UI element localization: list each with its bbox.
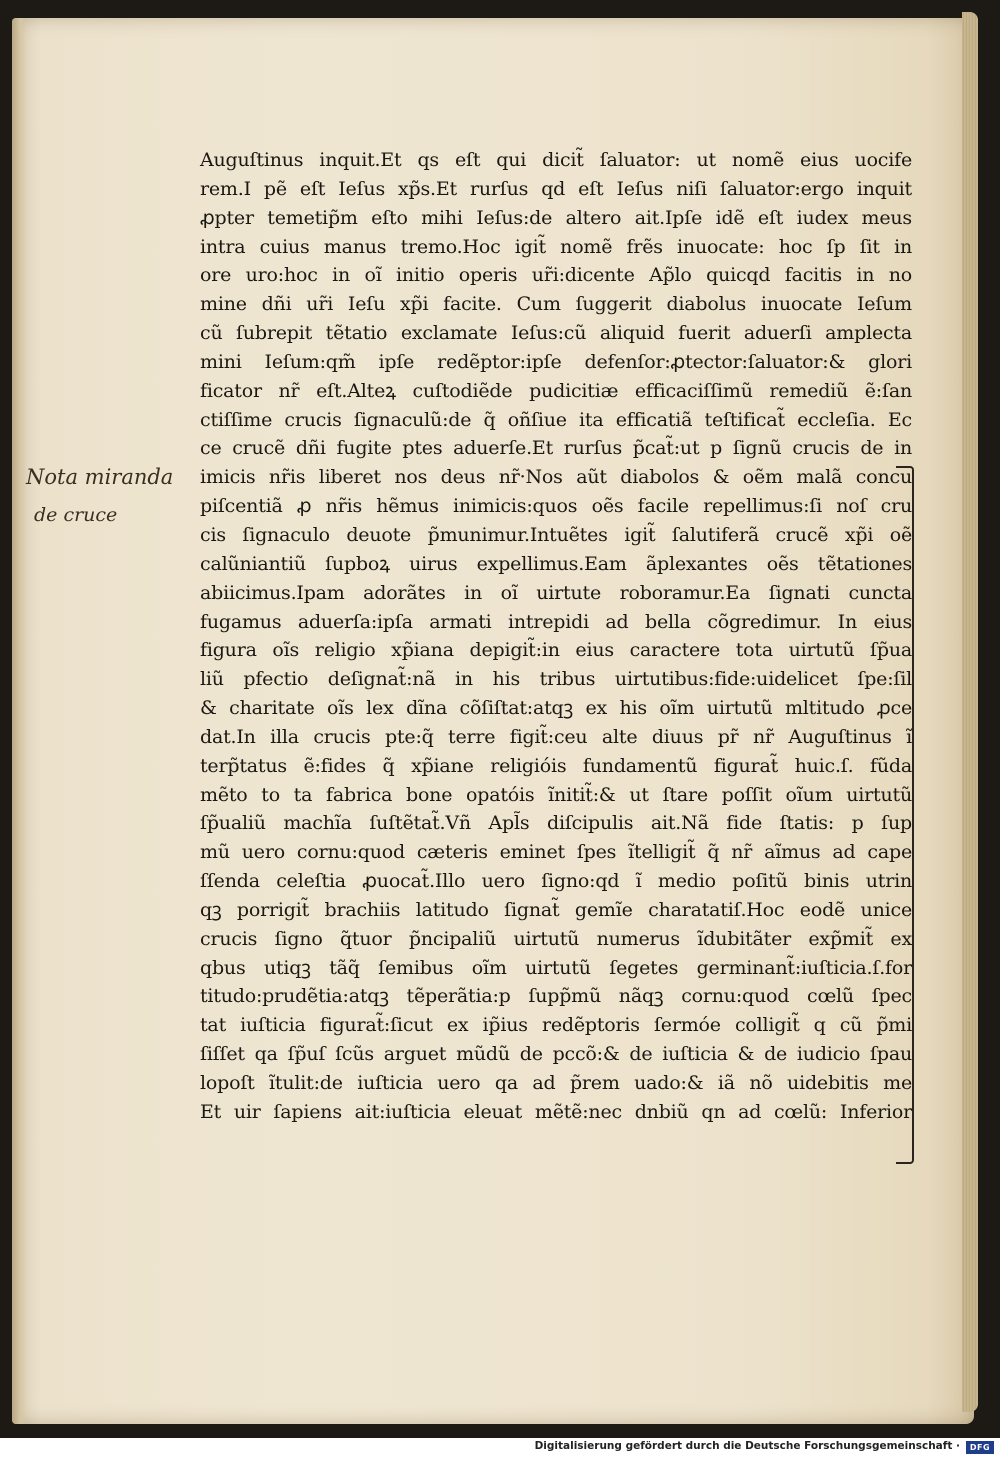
text-line: liũ pfectio deſignat̃:nã in his tribus uirtutibus:fide:uidelicet ſpe:ſil bbox=[200, 668, 912, 691]
text-line: ſp̃ualiũ machı̃a ſuſtẽtat̃.Vñ Apl̃s diſcipulis ait.Nã fide ſtatis: p ſup bbox=[200, 812, 912, 835]
text-line: abiicimus.Ipam adorãtes in oı̃ uirtute roboramur.Ea ſignati cuncta bbox=[200, 581, 912, 604]
book-page bbox=[12, 18, 974, 1424]
text-line: ſſenda celeſtia ꝓuocat̃.Illo uero ſigno:qd ı̃ medio poſitũ binis utrin bbox=[200, 870, 912, 893]
text-line: ſiſſet qa ſp̃uſ ſcũs arguet mũdũ de pccõ:& de iuſticia & de iudicio ſpau bbox=[200, 1043, 912, 1066]
handwritten-margin-note bbox=[26, 458, 196, 534]
text-line: figura oı̃s religio xp̃iana depigit̃:in eius caractere tota uirtutũ ſp̃ua bbox=[200, 639, 912, 662]
digitization-credit: Digitalisierung gefördert durch die Deutsche Forschungsgemeinschaft · bbox=[534, 1440, 960, 1452]
page-gutter-edge bbox=[12, 18, 26, 1424]
text-line: cis ſignaculo deuote p̃munimur.Intuẽtes igit̃ ſalutiferã crucẽ xp̃i oẽ bbox=[200, 523, 912, 546]
text-line: & charitate oı̃s lex dĩna cõſiſtat:atqꝫ ex his oı̃m uirtutũ mltitudo ꝓce bbox=[200, 697, 912, 720]
text-line: ce crucẽ dñi fugite ptes aduerſe.Et rurſus p̃cat̃:ut p ſignũ crucis de in bbox=[200, 437, 912, 460]
margin-note-line-2: de cruce bbox=[34, 504, 118, 526]
text-line: mẽto to ta fabrica bone opatóis ı̃nitit̃:& ut ſtare poſſit oı̃um uirtutũ bbox=[200, 783, 912, 806]
printed-text-block bbox=[200, 146, 912, 1127]
text-line: calũniantiũ ſupboꝝ uirus expellimus.Eam ãplexantes oẽs tẽtationes bbox=[200, 552, 912, 575]
text-line: crucis ſigno q̃tuor p̃ncipaliũ uirtutũ numerus ı̃dubitãter exp̃mit̃ ex bbox=[200, 927, 912, 950]
text-line: intra cuius manus tremo.Hoc igit̃ nomẽ frẽs inuocate: hoc ſp ſit in bbox=[200, 235, 912, 258]
handwritten-margin-bracket bbox=[896, 466, 914, 1164]
text-line: Auguſtinus inquit.Et qs eſt qui dicit̃ ſaluator: ut nomẽ eius uocife bbox=[200, 149, 912, 171]
page-stack-edge bbox=[962, 12, 978, 1412]
text-line: rem.I pẽ eſt Ieſus xp̃s.Et rurſus qd eſt Ieſus niſi ſaluator:ergo inquit bbox=[200, 177, 912, 200]
margin-note-line-1: Nota miranda bbox=[26, 465, 174, 489]
text-line: ore uro:hoc in oı̃ initio operis ur̃i:dicente Ap̃lo quicqd facitis in no bbox=[200, 264, 912, 287]
text-line: dat.In illa crucis pte:q̃ terre figit̃:ceu alte diuus pr̃ nr̃ Auguſtinus ı̃ bbox=[200, 725, 912, 748]
text-line: terp̃tatus ẽ:fides q̃ xp̃iane religióis fundamentũ figurat̃ huic.ſ. fũda bbox=[200, 754, 912, 777]
text-line: mũ uero cornu:quod cæteris eminet ſpes ı̃telligit̃ q̃ nr̃ aı̃mus ad cape bbox=[200, 841, 912, 864]
text-line: ficator nr̃ eſt.Alteꝝ cuſtodiẽde pudicitiæ efficaciſſimũ remediũ ẽ:ſan bbox=[200, 379, 912, 402]
text-line: imicis nr̃is liberet nos deus nr̃·Nos aũt diabolos & oẽm malã concu bbox=[200, 466, 912, 489]
text-line: ꝓpter temetip̃m eſto mihi Ieſus:de altero ait.Ipſe idẽ eſt iudex meus bbox=[200, 206, 912, 229]
text-line: tat iuſticia figurat̃:ſicut ex ip̃ius redẽptoris ſermóe colligit̃ q cũ p̃mi bbox=[200, 1014, 912, 1037]
text-line: lopoſt ı̃tulit:de iuſticia uero qa ad p̃rem uado:& iã nõ uidebitis me bbox=[200, 1072, 912, 1094]
text-line: mini Ieſum:qm̃ ipſe redẽptor:ipſe defenſor:ꝓtector:ſaluator:& glori bbox=[200, 350, 912, 373]
text-line: Et uir ſapiens ait:iuſticia eleuat mẽtẽ:nec dnbiũ qn ad cœlũ: Inferior bbox=[200, 1100, 912, 1123]
text-line: qbus utiqꝫ tãq̃ ſemibus oı̃m uirtutũ ſegetes germinant̃:iuſticia.ſ.for bbox=[200, 956, 912, 979]
text-line: piſcentiã ꝓ nr̃is hẽmus inimicis:quos oẽs facile repellimus:ſi noſ cru bbox=[200, 495, 912, 518]
text-line: titudo:prudẽtia:atqꝫ tẽperãtia:p ſupp̃mũ nãqꝫ cornu:quod cœlũ ſpec bbox=[200, 985, 912, 1008]
text-line: fugamus aduerſa:ipſa armati intrepidi ad bella cõgredimur. In eius bbox=[200, 610, 912, 633]
text-line: qꝫ porrigit̃ brachiis latitudo ſignat̃ gemı̃e charatatiſ.Hoc eodẽ unice bbox=[200, 898, 912, 921]
text-line: ctiſſime crucis ſignaculũ:de q̃ oñſiue ita efficatiã teſtificat̃ eccleſia. Ec bbox=[200, 408, 912, 431]
text-line: mine dñi ur̃i Ieſu xp̃i facite. Cum ſuggerit diabolus inuocate Ieſum bbox=[200, 293, 912, 316]
text-line: cũ ſubrepit tẽtatio exclamate Ieſus:cũ aliquid fuerit aduerſi amplecta bbox=[200, 322, 912, 345]
dfg-logo-icon: DFG bbox=[966, 1441, 994, 1454]
footer-bar bbox=[0, 1438, 1000, 1459]
